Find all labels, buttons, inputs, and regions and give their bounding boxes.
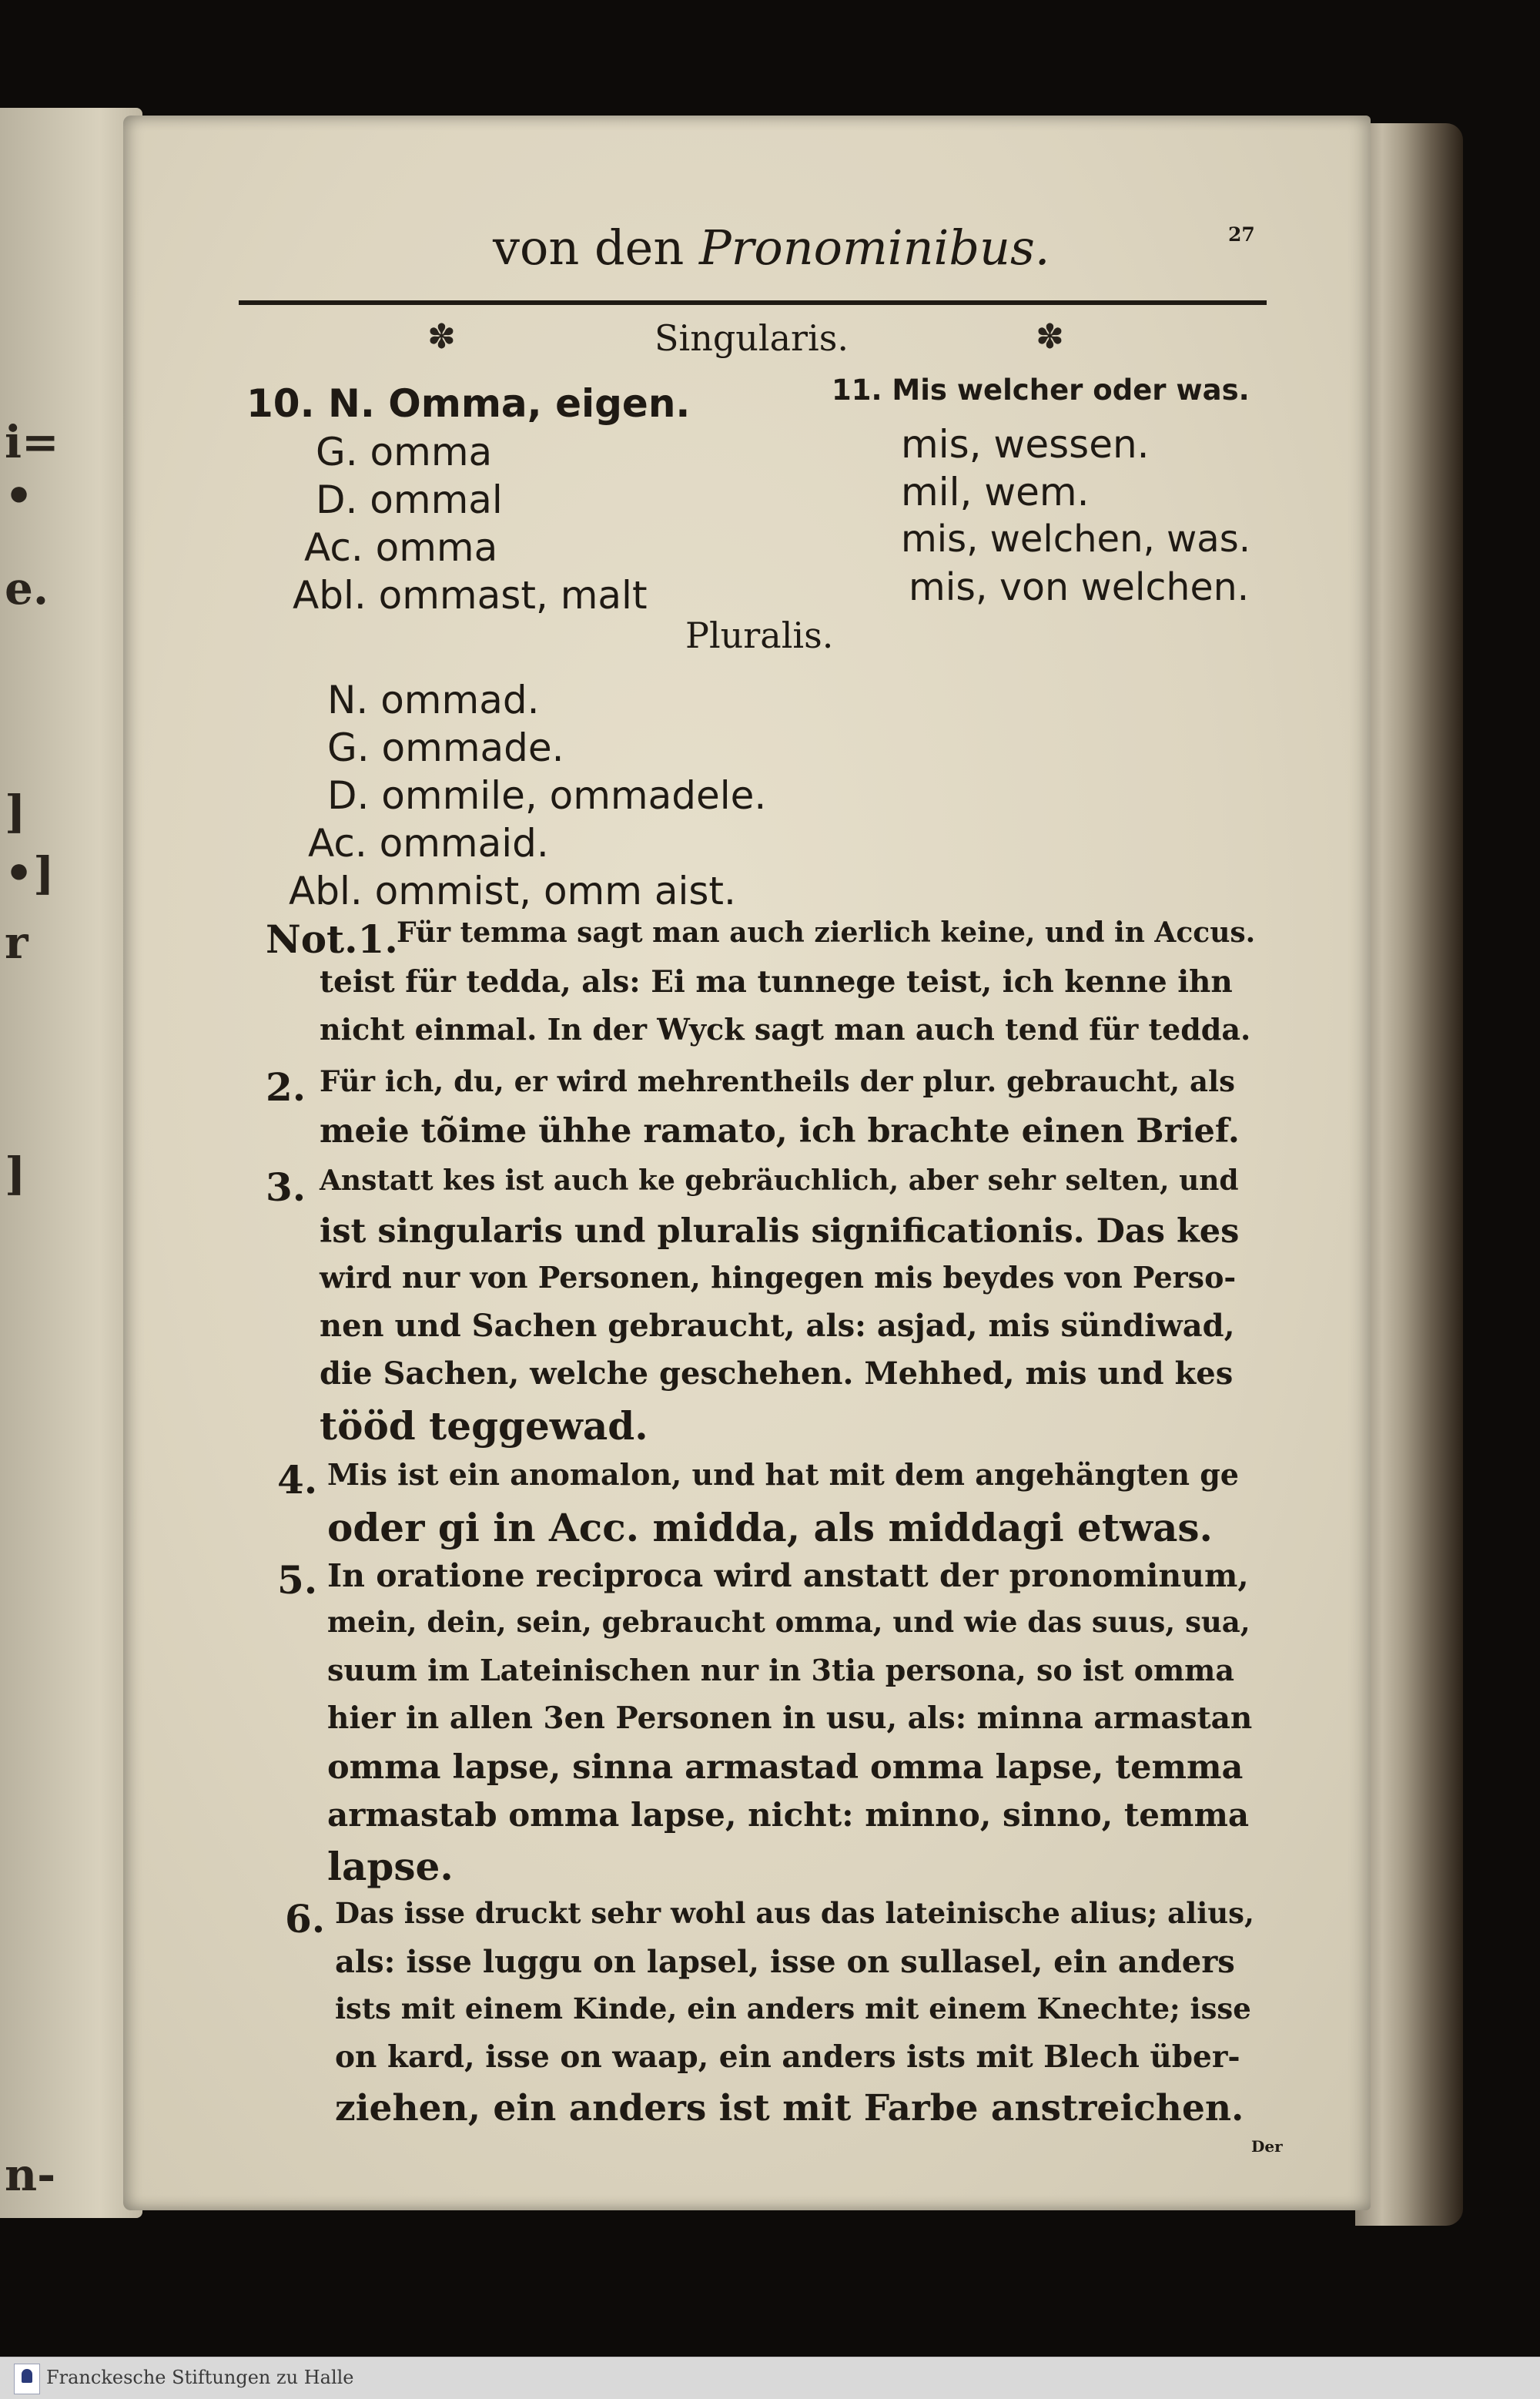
singular-label: Singularis.	[654, 317, 849, 359]
paradigm-row: Abl. ommast, malt	[293, 573, 648, 618]
note-line: Für temma sagt man auch zierlich keine, und in Accus.	[397, 916, 1256, 949]
book-page	[123, 116, 1371, 2210]
note-line: armastab omma lapse, nicht: minno, sinno, temma	[327, 1796, 1250, 1834]
note-label: Not.1.	[266, 916, 398, 962]
facing-page-left	[0, 108, 142, 2218]
paradigm-row: mis, von welchen.	[909, 565, 1250, 609]
paradigm-row: Ac. ommaid.	[308, 821, 549, 866]
paradigm-row: Ac. omma	[304, 525, 498, 570]
paradigm-row: G. ommade.	[327, 725, 564, 770]
paradigm-row: mis, welchen, was.	[901, 518, 1250, 561]
catchword: Der	[1251, 2137, 1283, 2156]
note-line: nen und Sachen gebraucht, als: asjad, mis sündiwad,	[320, 1308, 1235, 1344]
page-block-edge	[1355, 123, 1463, 2226]
paradigm-row: 11. Mis welcher oder was.	[832, 374, 1250, 407]
margin-fragment: i=	[5, 416, 59, 468]
ornament-left-icon: ✽	[427, 317, 456, 357]
margin-fragment: n-	[5, 2149, 56, 2201]
note-line: on kard, isse on waap, ein anders ists mit Blech über-	[335, 2039, 1240, 2075]
margin-fragment: r	[5, 916, 28, 969]
note-line: Mis ist ein anomalon, und hat mit dem angehängten ge	[327, 1457, 1239, 1492]
running-head-plain: von den	[493, 219, 700, 276]
note-line: hier in allen 3en Personen in usu, als: minna armastan	[327, 1700, 1253, 1736]
note-line: oder gi in Acc. midda, als middagi etwas.	[327, 1505, 1213, 1550]
margin-fragment: •	[5, 470, 34, 522]
paradigm-row: N. ommad.	[327, 678, 540, 722]
margin-fragment: •]	[5, 847, 55, 900]
note-line: die Sachen, welche geschehen. Mehhed, mis und kes	[320, 1355, 1234, 1392]
running-head-italic: Pronominibus.	[699, 219, 1050, 276]
footer-bar	[0, 2357, 1540, 2399]
paradigm-row: mil, wem.	[901, 470, 1090, 514]
note-line: als: isse luggu on lapsel, isse on sullasel, ein anders	[335, 1944, 1235, 1980]
margin-fragment: ]	[5, 1148, 26, 1200]
margin-fragment: e.	[5, 562, 49, 615]
footer-institution: Franckesche Stiftungen zu Halle	[46, 2367, 354, 2388]
running-head	[493, 219, 1050, 276]
note-label: 5.	[277, 1557, 318, 1603]
institution-logo-icon	[14, 2364, 40, 2394]
note-label: 3.	[266, 1164, 306, 1210]
note-line: ists mit einem Kinde, ein anders mit einem Knechte; isse	[335, 1992, 1251, 2025]
note-line: teist für tedda, als: Ei ma tunnege teist, ich kenne ihn	[320, 964, 1233, 1000]
note-line: nicht einmal. In der Wyck sagt man auch tend für tedda.	[320, 1012, 1251, 1047]
paradigm-row: D. ommal	[316, 477, 503, 522]
note-line: ist singularis und pluralis significationis. Das kes	[320, 1212, 1240, 1251]
note-label: 2.	[266, 1064, 306, 1110]
paradigm-row: mis, wessen.	[901, 422, 1150, 467]
note-line: wird nur von Personen, hingegen mis beydes von Perso-	[320, 1260, 1237, 1295]
note-line: mein, dein, sein, gebraucht omma, und wie das suus, sua,	[327, 1605, 1250, 1639]
note-line: omma lapse, sinna armastad omma lapse, temma	[327, 1748, 1244, 1787]
paradigm-row: D. ommile, ommadele.	[327, 773, 767, 818]
head-rule	[239, 300, 1267, 305]
paradigm-row: Abl. ommist, omm aist.	[289, 869, 736, 913]
note-label: 4.	[277, 1457, 318, 1503]
note-line: suum im Lateinischen nur in 3tia persona, so ist omma	[327, 1653, 1234, 1687]
note-label: 6.	[285, 1896, 326, 1942]
plural-label: Pluralis.	[685, 615, 834, 656]
note-line: In oratione reciproca wird anstatt der pronominum,	[327, 1557, 1249, 1594]
note-line: Das isse druckt sehr wohl aus das lateinische alius; alius,	[335, 1896, 1254, 1930]
paradigm-row: G. omma	[316, 430, 493, 474]
note-line: Für ich, du, er wird mehrentheils der plur. gebraucht, als	[320, 1064, 1235, 1098]
note-line: Anstatt kes ist auch ke gebräuchlich, aber sehr selten, und	[320, 1164, 1239, 1197]
note-line: ziehen, ein anders ist mit Farbe anstreichen.	[335, 2087, 1244, 2129]
paradigm-row: 10. N. Omma, eigen.	[246, 381, 691, 426]
page-number: 27	[1228, 223, 1255, 246]
ornament-right-icon: ✽	[1036, 317, 1064, 357]
note-line: tööd teggewad.	[320, 1403, 648, 1449]
note-line: lapse.	[327, 1844, 454, 1889]
note-line: meie tõime ühhe ramato, ich brachte einen Brief.	[320, 1112, 1240, 1151]
margin-fragment: ]	[5, 786, 26, 838]
